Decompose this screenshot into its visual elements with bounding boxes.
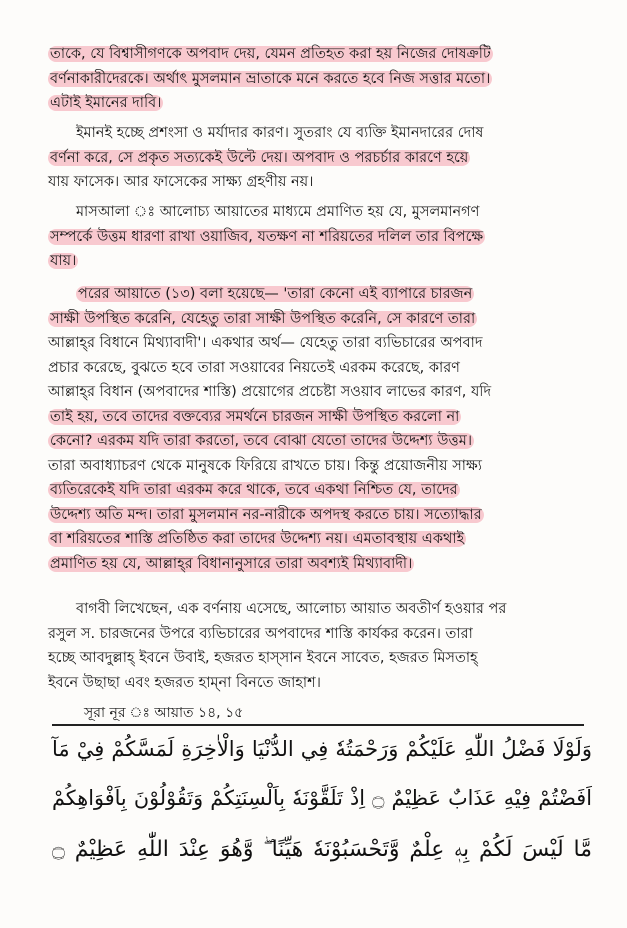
text-line: তারা অবাধ্যাচরণ থেকে মানুষকে ফিরিয়ে রাখতে চায়। কিন্তু প্রয়োজনীয় সাক্ষ্য <box>48 457 482 474</box>
divider-line <box>52 724 584 726</box>
text-line: রসুল স. চারজনের উপরে ব্যভিচারের অপবাদের শাস্তি কার্যকর করেন। তারা <box>48 625 473 642</box>
text-line <box>48 91 588 116</box>
text-line <box>48 429 588 454</box>
paragraph-1 <box>48 42 588 116</box>
text-line: ইবনে উছাছা এবং হজরত হাম্‌না বিনতে জাহাশ। <box>48 674 321 691</box>
highlight: সম্পর্কে উত্তম ধারণা রাখা ওয়াজিব, যতক্ষণ না শরিয়তের দলিল তার বিপক্ষে <box>50 228 484 245</box>
text-line <box>48 552 588 577</box>
text-line: যায় ফাসেক। আর ফাসেকের সাক্ষ্য গ্রহণীয় নয়। <box>48 174 314 190</box>
arabic-verse-line: اَفَضْتُمْ فِيْهِ عَذَابٌ عَظِيْمٌ ۝ اِذْ تَلَقَّوْنَهٗ بِاَلْسِنَتِكُمْ وَتَقُوْلُوْنَ بِاَفْوَاهِكُمْ <box>52 786 592 810</box>
text-line: বাগবী লিখেছেন, এক বর্ণনায় এসেছে, আলোচ্য আয়াত অবতীর্ণ হওয়ার পর <box>76 601 507 617</box>
text-line <box>48 67 588 92</box>
text-line <box>48 225 588 250</box>
highlight: যায়। <box>50 253 77 269</box>
highlight: উদ্দেশ্য অতি মন্দ। তারা মুসলমান নর-নারীকে অপদস্থ করতে চায়। সত্যোদ্ধার <box>50 506 482 523</box>
text-line: মাসআলা ঃ আলোচ্য আয়াতের মাধ্যমে প্রমাণিত হয় যে, মুসলমানগণ <box>76 204 480 220</box>
paragraph-masala <box>48 200 588 274</box>
highlight: তাকে, যে বিশ্বাসীগণকে অপবাদ দেয়, যেমন প্রতিহত করা হয় নিজের দোষক্রটি <box>50 46 491 62</box>
text-line: প্রচার করেছে, বুঝতে হবে তারা সওয়াবের নিয়তেই এরকম করেছে, কারণ <box>48 359 460 376</box>
highlight: বর্ণনাকারীদেরকে। অর্থাৎ মুসলমান ভ্রাতাকে মনে করতে হবে নিজ সত্তার মতো। <box>50 70 491 87</box>
arabic-verse-line: مَّا لَيْسَ لَكُمْ بِهٖ عِلْمٌ وَّتَحْسَبُوْنَهٗ هَيِّنًا ۖ وَّهُوَ عِنْدَ اللّٰهِ عَظِيْمٌ ۝ <box>52 837 592 862</box>
surah-reference: সূরা নূর ঃ আয়াত ১৪, ১৫ <box>84 705 244 721</box>
paragraph-2 <box>48 121 588 195</box>
text-line: আল্লাহ্‌র বিধান (অপবাদের শাস্তি) প্রয়োগের প্রচেষ্টা সওয়াব লাভের কারণ, যদি <box>48 384 492 400</box>
highlight: বা শরিয়তের শাস্তি প্রতিষ্ঠিত করা তাদের উদ্দেশ্য নয়। এমতাবস্থায় একথাই <box>50 531 465 547</box>
text-line <box>48 249 588 274</box>
text-line <box>48 146 588 171</box>
text-line <box>48 478 588 503</box>
text-line <box>48 307 588 332</box>
highlight: সাক্ষী উপস্থিত করেনি, যেহেতু তারা সাক্ষী উপস্থিত করেনি, সে কারণে তারা <box>50 310 476 327</box>
text-line <box>48 503 588 528</box>
highlight: প্রমাণিত হয় যে, আল্লাহ্‌র বিধানানুসারে তারা অবশ্যই মিথ্যাবাদী। <box>50 555 413 572</box>
highlight: পরের আয়াতে (১৩) বলা হয়েছে— 'তারা কেনো এই ব্যাপারে চারজন <box>78 286 473 302</box>
text-line <box>48 527 588 552</box>
highlight: তাই হয়, তবে তাদের বক্তব্যের সমর্থনে চারজন সাক্ষী উপস্থিত করলো না <box>50 408 460 425</box>
paragraph-baghawi <box>48 597 588 695</box>
text-line: ইমানই হচ্ছে প্রশংসা ও মর্যাদার কারণ। সুতরাং যে ব্যক্তি ইমানদারের দোষ <box>76 125 484 141</box>
highlight: বর্ণনা করে, সে প্রকৃত সত্যকেই উল্টে দেয়। অপবাদ ও পরচর্চার কারণে হয়ে <box>50 149 469 166</box>
text-line <box>48 42 588 67</box>
text-line <box>48 282 588 307</box>
arabic-verse-line: وَلَوْلَا فَضْلُ اللّٰهِ عَلَيْكُمْ وَرَحْمَتُهٗ فِي الدُّنْيَا وَالْاٰخِرَةِ لَمَسَّكُمْ فِيْ مَآ <box>52 737 592 761</box>
highlight: কেনো? এরকম যদি তারা করতো, তবে বোঝা যেতো তাদের উদ্দেশ্য উত্তম। <box>50 433 473 449</box>
highlight: এটাই ইমানের দাবি। <box>50 95 162 111</box>
text-line: হচ্ছে আবদুল্লাহ্‌ ইবনে উবাই, হজরত হাস্‌সান ইবনে সাবেত, হজরত মিসতাহ্‌ <box>48 650 478 666</box>
highlight: ব্যতিরেকেই যদি তারা এরকম করে থাকে, তবে একথা নিশ্চিত যে, তাদের <box>50 482 458 498</box>
paragraph-verse-13 <box>48 282 588 576</box>
text-line <box>48 405 588 430</box>
text-line: আল্লাহ্‌র বিধানে মিথ্যাবাদী'। একথার অর্থ— যেহেতু তারা ব্যভিচারের অপবাদ <box>48 335 483 351</box>
